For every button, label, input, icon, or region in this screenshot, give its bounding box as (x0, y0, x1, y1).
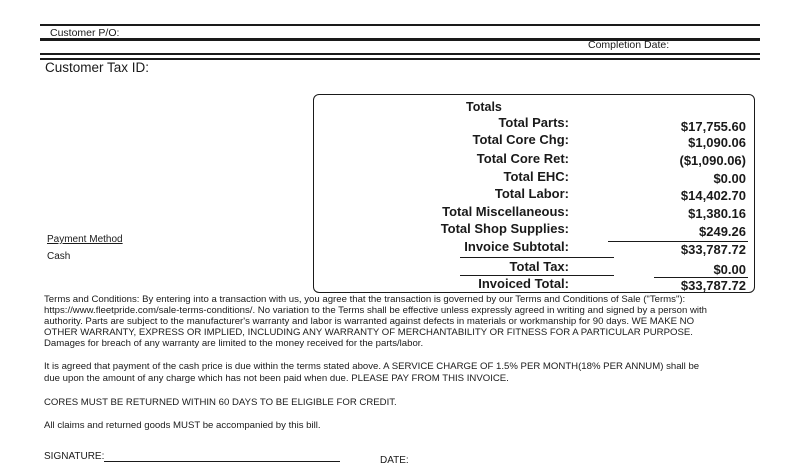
total-core-chg-value: $1,090.06 (688, 135, 746, 150)
terms-line-5: Damages for breach of any warranty are limited to the money received for the parts/labor. (44, 338, 424, 349)
header-rule-double-b (40, 53, 760, 55)
total-tax-label: Total Tax: (509, 259, 569, 274)
invoiced-total-label: Invoiced Total: (478, 276, 569, 291)
customer-po-label: Customer P/O: (50, 27, 120, 39)
invoice-subtotal-value: $33,787.72 (680, 242, 746, 257)
invoice-subtotal-label: Invoice Subtotal: (464, 239, 569, 254)
total-core-ret-label: Total Core Ret: (476, 151, 569, 166)
total-ehc-value: $0.00 (713, 171, 746, 186)
completion-date-label: Completion Date: (588, 39, 670, 51)
payment-method-label: Payment Method (47, 234, 123, 245)
total-labor-label: Total Labor: (494, 186, 569, 201)
cores-notice: CORES MUST BE RETURNED WITHIN 60 DAYS TO BE ELIGIBLE FOR CREDIT. (44, 397, 397, 408)
claims-notice: All claims and returned goods MUST be accompanied by this bill. (44, 420, 321, 431)
total-parts-label: Total Parts: (498, 115, 569, 130)
terms-line-3: authority. Parts are subject to the manufacturer's warranty and labor is warranted against defects in materials or workmanship for 90 days. WE MAKE NO (44, 316, 695, 327)
total-core-chg-label: Total Core Chg: (472, 132, 569, 147)
total-parts-value: $17,755.60 (680, 119, 746, 134)
total-core-ret-value: ($1,090.06) (679, 153, 746, 168)
total-shop-supplies-label: Total Shop Supplies: (440, 221, 569, 236)
totals-box (313, 94, 755, 293)
payment-terms-line-1: It is agreed that payment of the cash price is due within the terms stated above. A SERVICE CHARGE OF 1.5% PER MONTH(18% PER ANNUM) shall be (44, 361, 700, 372)
invoiced-total-value: $33,787.72 (680, 278, 746, 293)
terms-line-4: OTHER WARRANTY, EXPRESS OR IMPLIED, INCLUDING ANY WARRANTY OF MERCHANTABILITY OR FITNESS FOR A PARTICULAR PURPOSE. (44, 327, 693, 338)
total-labor-value: $14,402.70 (680, 188, 746, 203)
terms-line-1: Terms and Conditions: By entering into a transaction with us, you agree that the transaction is governed by our Terms and Conditions of Sale ("Terms"): (44, 294, 686, 305)
signature-line (104, 461, 340, 462)
total-ehc-label: Total EHC: (503, 169, 569, 184)
total-shop-supplies-value: $249.26 (699, 224, 746, 239)
tax-rule-left (460, 257, 614, 258)
total-tax-value: $0.00 (713, 262, 746, 277)
payment-terms-line-2: due upon the amount of any charge which has not been paid when due. PLEASE PAY FROM THIS INVOICE. (44, 373, 509, 384)
total-misc-label: Total Miscellaneous: (442, 204, 569, 219)
total-misc-value: $1,380.16 (688, 206, 746, 221)
date-label: DATE: (380, 455, 409, 466)
top-rule (40, 24, 760, 26)
terms-line-2: https://www.fleetpride.com/sale-terms-conditions/. No variation to the Terms shall be effective unless expressly agreed in writing and signed by a person with (44, 305, 708, 316)
signature-label: SIGNATURE: (44, 451, 105, 462)
totals-title: Totals (466, 100, 502, 114)
customer-tax-id-label: Customer Tax ID: (45, 60, 150, 75)
payment-method-value: Cash (47, 251, 71, 262)
